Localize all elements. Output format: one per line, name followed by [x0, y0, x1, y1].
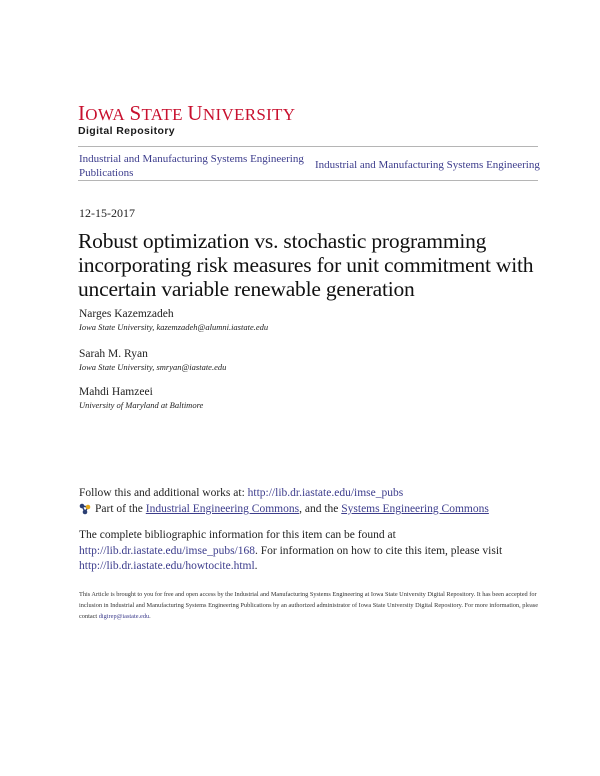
access-statement: This Article is brought to you for free and open access by the Industrial and Manufacturing Systems Engineering at Iowa State University Digital Repository. It has been accepted for inclusion in Industrial and Manufacturing Systems Engineering Publications by an authorized administrator of Iowa State University Digital Repository. For more information, please contact digirep@iastate.edu. — [79, 591, 538, 620]
logo-subtitle: Digital Repository — [78, 125, 176, 137]
contact-email-link[interactable]: digirep@iastate.edu — [98, 613, 150, 620]
publication-date: 12-15-2017 — [79, 206, 135, 220]
author-name: Narges Kazemzadeh — [79, 308, 174, 320]
howtocite-link[interactable]: http://lib.dr.iastate.edu/howtocite.html — [79, 560, 255, 572]
author-affiliation: Iowa State University, kazemzadeh@alumni.iastate.edu — [79, 322, 269, 332]
author-name: Sarah M. Ryan — [79, 348, 148, 360]
paper-title: Robust optimization vs. stochastic programming incorporating risk measures for unit commitment with uncertain variable renewable generation — [78, 229, 534, 301]
collection-link[interactable]: http://lib.dr.iastate.edu/imse_pubs — [247, 487, 404, 499]
item-link[interactable]: http://lib.dr.iastate.edu/imse_pubs/168 — [79, 544, 255, 557]
commons-network-icon — [79, 503, 91, 515]
header-top-rule — [78, 146, 538, 147]
author-email[interactable]: kazemzadeh@alumni.iastate.edu — [156, 322, 269, 332]
logo-wordmark: IOWA STATE UNIVERSITY — [78, 101, 296, 125]
industrial-engineering-commons-link[interactable]: Industrial Engineering Commons — [145, 503, 300, 515]
author-name: Mahdi Hamzeei — [79, 386, 153, 398]
follow-line: Follow this and additional works at: http://lib.dr.iastate.edu/imse_pubs — [79, 487, 404, 499]
systems-engineering-commons-link[interactable]: Systems Engineering Commons — [341, 503, 489, 515]
author-email[interactable]: smryan@iastate.edu — [156, 362, 227, 372]
series-link[interactable]: Industrial and Manufacturing Systems Engineering Publications — [79, 153, 304, 179]
header-bottom-rule — [78, 180, 538, 181]
author-block — [79, 308, 268, 332]
part-of-line: Part of the Industrial Engineering Commons , and the Systems Engineering Commons — [79, 503, 489, 515]
bibliographic-info: The complete bibliographic information for this item can be found at http://lib.dr.iastate.edu/imse_pubs/168. For information on how to cite this item, please visit http://lib.dr.iastate.edu/howtocite.html. — [79, 529, 503, 572]
university-logo — [78, 101, 296, 137]
author-block — [79, 348, 226, 372]
department-link[interactable]: Industrial and Manufacturing Systems Engineering — [315, 159, 540, 171]
author-affiliation: University of Maryland at Baltimore — [79, 400, 204, 410]
author-affiliation: Iowa State University, smryan@iastate.edu — [79, 362, 227, 372]
author-block — [79, 386, 203, 410]
